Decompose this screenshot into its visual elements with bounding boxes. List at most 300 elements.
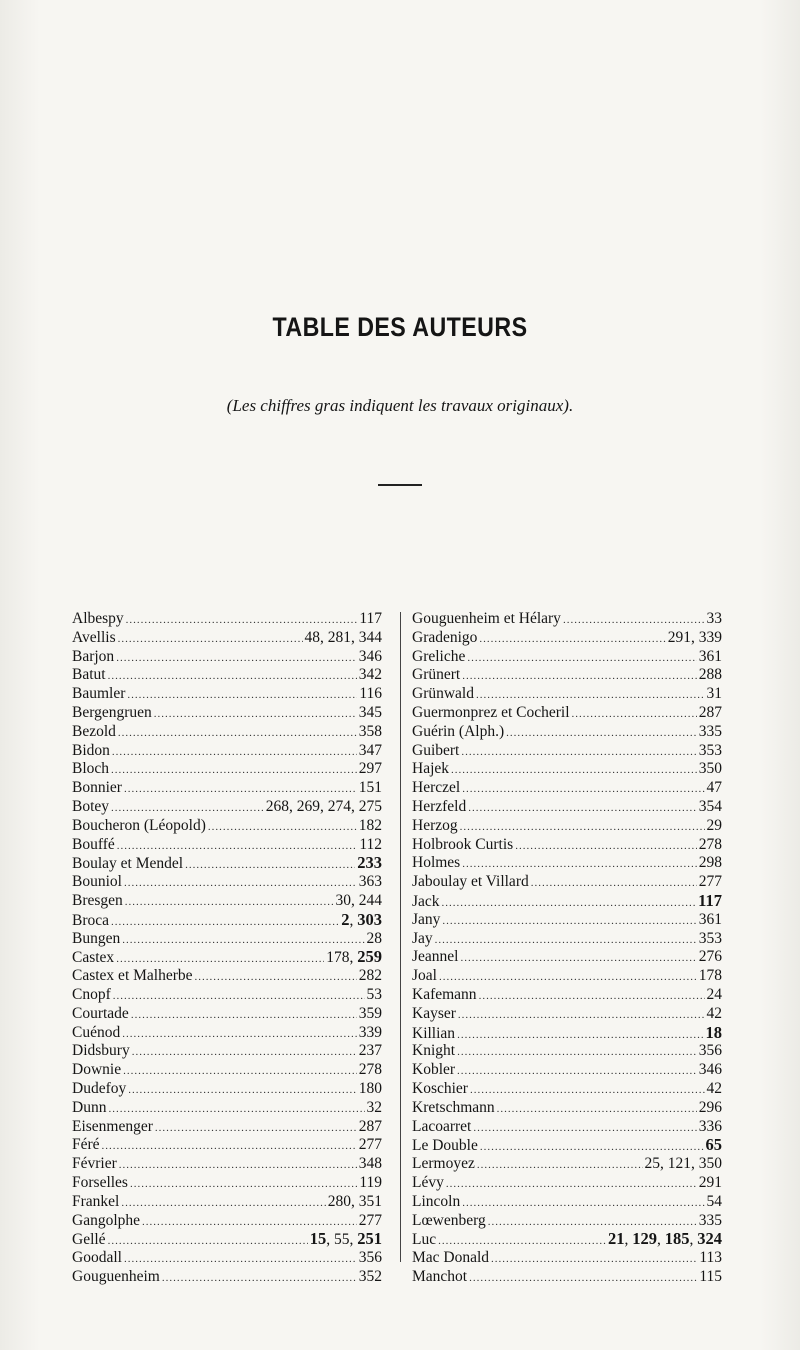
page-number: 42 xyxy=(706,1004,722,1022)
dot-leader xyxy=(123,1062,357,1080)
page-numbers xyxy=(699,1249,722,1268)
index-entry xyxy=(412,723,722,742)
dot-leader xyxy=(126,611,358,629)
page-numbers xyxy=(699,648,722,667)
index-entry xyxy=(72,911,382,930)
page-numbers xyxy=(699,1099,722,1118)
page-numbers xyxy=(359,1061,382,1080)
index-entry xyxy=(412,798,722,817)
dot-leader xyxy=(480,1138,704,1155)
page-numbers: 15, 55, 251 xyxy=(309,1230,382,1249)
author-name: Dudefoy xyxy=(72,1079,127,1097)
page-numbers xyxy=(699,1212,722,1231)
page-numbers xyxy=(699,1118,722,1137)
index-entry xyxy=(72,986,382,1005)
page-number-original: 324 xyxy=(697,1230,722,1249)
dot-leader xyxy=(461,743,696,761)
page-number-original: 233 xyxy=(357,854,382,873)
author-name: Guermonprez et Cocheril xyxy=(412,703,570,721)
dot-leader xyxy=(458,1006,705,1024)
index-entry xyxy=(412,629,722,648)
dot-leader xyxy=(132,1043,357,1061)
page-number: 350 xyxy=(698,1155,722,1173)
page-number: 358 xyxy=(358,722,382,740)
page-numbers xyxy=(359,742,382,761)
dot-leader xyxy=(479,630,665,648)
page-numbers xyxy=(699,1042,722,1061)
index-entry xyxy=(412,610,722,629)
author-name: Lœwenberg xyxy=(412,1211,486,1229)
author-name: Avellis xyxy=(72,628,116,646)
author-name: Gangolphe xyxy=(72,1211,141,1229)
page-number-original: 251 xyxy=(357,1230,382,1249)
dot-leader xyxy=(118,724,357,742)
page-numbers xyxy=(698,892,722,911)
index-entry xyxy=(72,629,382,648)
page-numbers xyxy=(699,930,722,949)
author-name: Lermoyez xyxy=(412,1155,475,1173)
page-numbers: 48, 281, 344 xyxy=(304,628,382,646)
author-name: Bungen xyxy=(72,929,121,947)
dot-leader xyxy=(122,1025,357,1043)
page-numbers xyxy=(699,760,722,779)
author-name: Lévy xyxy=(412,1173,444,1191)
author-name: Lincoln xyxy=(412,1192,461,1210)
author-name: Grünwald xyxy=(412,685,474,703)
author-name: Gouguenheim xyxy=(72,1267,160,1285)
author-name: Jeannel xyxy=(412,948,459,966)
dot-leader xyxy=(479,987,705,1005)
index-entry xyxy=(72,742,382,761)
page-numbers xyxy=(367,1099,383,1118)
author-name: Hajek xyxy=(412,760,450,778)
page-number: 42 xyxy=(706,1079,722,1097)
page-number: 346 xyxy=(698,1061,722,1079)
author-name: Bouffé xyxy=(72,835,115,853)
dot-leader xyxy=(116,950,324,967)
page-number: 116 xyxy=(359,685,382,703)
page-number-original: 129 xyxy=(632,1230,657,1249)
page-number: 151 xyxy=(358,779,382,797)
index-entry xyxy=(412,1268,722,1287)
page-number: 117 xyxy=(359,610,382,627)
index-entry xyxy=(72,1193,382,1212)
page-numbers xyxy=(699,1268,722,1287)
page-number: 25 xyxy=(644,1155,660,1173)
page-numbers xyxy=(699,836,722,855)
page-number: 356 xyxy=(698,1042,722,1060)
author-name: Courtade xyxy=(72,1004,129,1022)
index-entry xyxy=(412,779,722,798)
dot-leader xyxy=(124,780,357,798)
dot-leader xyxy=(130,1175,357,1193)
index-entry xyxy=(72,760,382,779)
page-numbers xyxy=(359,1268,382,1287)
page-number: 339 xyxy=(698,628,722,646)
index-entry xyxy=(72,836,382,855)
author-name: Mac Donald xyxy=(412,1249,490,1267)
page-number: 112 xyxy=(359,835,382,853)
author-name: Kobler xyxy=(412,1061,456,1079)
dot-leader xyxy=(451,761,697,779)
page-number: 342 xyxy=(358,666,382,684)
dot-leader xyxy=(119,1156,357,1174)
page-number: 351 xyxy=(358,1192,382,1210)
index-entry xyxy=(72,948,382,967)
index-entry xyxy=(412,1061,722,1080)
page-number-original: 21 xyxy=(608,1230,625,1249)
page-numbers: 178, 259 xyxy=(326,948,382,967)
page-numbers xyxy=(699,798,722,817)
page-number-original: 117 xyxy=(698,891,722,910)
index-entry xyxy=(412,1024,722,1043)
page-number: 335 xyxy=(698,722,722,740)
author-name: Bezold xyxy=(72,722,116,740)
page-number: 361 xyxy=(698,647,722,665)
page-numbers xyxy=(359,873,382,892)
page-number: 121 xyxy=(667,1155,691,1173)
page-number: 291 xyxy=(667,628,691,646)
index-column-left xyxy=(72,610,382,1287)
page-numbers xyxy=(359,1212,382,1231)
page-number: 278 xyxy=(358,1061,382,1079)
index-entry xyxy=(72,1042,382,1061)
index-entry xyxy=(412,892,722,911)
page-number-original: 2 xyxy=(341,910,350,929)
index-entry xyxy=(412,1118,722,1137)
page-numbers xyxy=(359,967,382,986)
index-entry xyxy=(412,1193,722,1212)
page-numbers xyxy=(699,742,722,761)
author-name: Bouniol xyxy=(72,873,122,891)
author-name: Kayser xyxy=(412,1004,456,1022)
page-number: 345 xyxy=(358,703,382,721)
index-entry xyxy=(412,873,722,892)
dot-leader xyxy=(491,1250,697,1268)
index-entry xyxy=(72,817,382,836)
page-numbers xyxy=(699,1061,722,1080)
index-entry xyxy=(72,1080,382,1099)
author-name: Cnopf xyxy=(72,985,111,1003)
index-entry xyxy=(72,666,382,685)
page-number: 274 xyxy=(327,797,351,815)
page-number: 275 xyxy=(358,797,382,815)
index-entry xyxy=(72,1155,382,1174)
page-number: 237 xyxy=(358,1042,382,1060)
page-number: 47 xyxy=(706,779,722,797)
page-numbers xyxy=(706,1024,723,1043)
dot-leader xyxy=(572,705,697,723)
author-name: Downie xyxy=(72,1061,122,1079)
author-name: Gellé xyxy=(72,1231,106,1249)
author-name: Herczel xyxy=(412,779,461,797)
dot-leader xyxy=(469,1269,697,1287)
author-name: Goodall xyxy=(72,1249,122,1267)
author-name: Jay xyxy=(412,929,433,947)
page-number: 113 xyxy=(699,1249,722,1267)
dot-leader xyxy=(470,1081,705,1099)
index-entry xyxy=(412,1099,722,1118)
page-numbers xyxy=(699,967,722,986)
page-subtitle: (Les chiffres gras indiquent les travaux originaux). xyxy=(226,396,574,415)
dot-leader xyxy=(506,724,697,742)
author-name: Forselles xyxy=(72,1173,128,1191)
author-name: Grünert xyxy=(412,666,461,684)
page-numbers xyxy=(367,930,383,949)
page-numbers xyxy=(359,666,382,685)
page-number: 29 xyxy=(706,816,722,834)
page-number-original: 18 xyxy=(705,1023,722,1042)
page-numbers: 268, 269, 274, 275 xyxy=(265,797,382,815)
dot-leader xyxy=(488,1213,697,1231)
dot-leader xyxy=(457,1062,697,1080)
page-number: 288 xyxy=(698,666,722,684)
index-entry xyxy=(412,1230,722,1249)
page-number: 269 xyxy=(296,797,320,815)
author-name: Botey xyxy=(72,797,110,815)
index-entry xyxy=(72,704,382,723)
dot-leader xyxy=(117,837,358,855)
page-numbers xyxy=(359,685,382,704)
page-number-original: 303 xyxy=(357,910,382,929)
page-number: 361 xyxy=(698,910,722,928)
author-name: Holbrook Curtis xyxy=(412,835,514,853)
page-numbers xyxy=(699,704,722,723)
dot-leader xyxy=(108,667,357,685)
page-numbers xyxy=(699,723,722,742)
page-number: 119 xyxy=(359,1173,382,1191)
author-name: Boulay et Mendel xyxy=(72,855,184,873)
page-number: 339 xyxy=(358,1023,382,1041)
page-number: 297 xyxy=(358,760,382,778)
dot-leader xyxy=(108,1232,308,1249)
page-numbers: 30, 244 xyxy=(335,891,382,909)
page-number: 280 xyxy=(327,1192,351,1210)
dot-leader xyxy=(462,667,697,685)
page-numbers xyxy=(359,1155,382,1174)
index-entry xyxy=(412,1136,722,1155)
page-number: 352 xyxy=(358,1267,382,1285)
index-entry xyxy=(412,685,722,704)
index-entry xyxy=(72,1099,382,1118)
author-name: Koschier xyxy=(412,1079,468,1097)
author-name: Herzfeld xyxy=(412,797,467,815)
dot-leader xyxy=(128,1081,357,1099)
page-numbers xyxy=(699,911,722,930)
page-numbers xyxy=(699,948,722,967)
author-name: Gradenigo xyxy=(412,628,478,646)
author-name: Albespy xyxy=(72,610,124,627)
index-entry xyxy=(72,798,382,817)
index-entry xyxy=(412,817,722,836)
index-entry xyxy=(412,836,722,855)
page-numbers xyxy=(707,1193,723,1212)
dot-leader xyxy=(108,1100,364,1118)
page-number-original: 185 xyxy=(664,1230,690,1249)
page-numbers xyxy=(707,817,723,836)
page-numbers: 21, 129, 185, 324 xyxy=(608,1230,722,1249)
index-entry xyxy=(412,1155,722,1174)
page-number: 268 xyxy=(265,797,289,815)
dot-leader xyxy=(162,1269,357,1287)
index-entry xyxy=(412,1249,722,1268)
author-name: Jany xyxy=(412,910,441,928)
author-name: Jaboulay et Villard xyxy=(412,873,529,891)
author-name: Kretschmann xyxy=(412,1098,495,1116)
author-name: Herzog xyxy=(412,816,458,834)
dot-leader xyxy=(112,743,357,761)
page-number: 178 xyxy=(698,967,722,985)
page-number-original: 65 xyxy=(705,1136,722,1155)
author-name: Bergengruen xyxy=(72,703,152,721)
index-entry xyxy=(72,1212,382,1231)
page-number: 347 xyxy=(358,741,382,759)
page-numbers xyxy=(359,817,382,836)
dot-leader xyxy=(121,1194,325,1212)
dot-leader xyxy=(460,949,696,967)
author-name: Greliche xyxy=(412,647,466,665)
page-number: 335 xyxy=(698,1211,722,1229)
page-numbers xyxy=(359,1080,382,1099)
page-number: 276 xyxy=(698,948,722,966)
index-entry xyxy=(72,1005,382,1024)
author-name: Holmes xyxy=(412,854,461,872)
page-number-original: 259 xyxy=(357,948,382,967)
index-entry xyxy=(72,1230,382,1249)
index-entry xyxy=(72,1136,382,1155)
author-name: Dunn xyxy=(72,1098,107,1116)
index-entry xyxy=(72,892,382,911)
page-numbers xyxy=(359,610,382,629)
page-numbers xyxy=(699,666,722,685)
dot-leader xyxy=(515,837,697,855)
dot-leader xyxy=(462,1194,704,1212)
column-divider xyxy=(400,612,401,1262)
page-numbers xyxy=(357,854,382,873)
author-name: Joal xyxy=(412,967,437,985)
index-entry xyxy=(72,610,382,629)
page-numbers xyxy=(359,1249,382,1268)
author-name: Guibert xyxy=(412,741,460,759)
author-name: Bidon xyxy=(72,741,110,759)
page-numbers xyxy=(359,704,382,723)
author-name: Knight xyxy=(412,1042,456,1060)
dot-leader xyxy=(113,987,365,1005)
author-name: Février xyxy=(72,1155,117,1173)
dot-leader xyxy=(195,968,357,986)
page-numbers xyxy=(707,779,723,798)
dot-leader xyxy=(118,630,303,648)
dot-leader xyxy=(460,818,705,836)
dot-leader xyxy=(476,686,705,704)
author-name: Guérin (Alph.) xyxy=(412,722,505,740)
page-number: 31 xyxy=(706,685,722,703)
page-number: 28 xyxy=(366,929,382,947)
page-number: 344 xyxy=(358,628,382,646)
page-number-original: 15 xyxy=(309,1230,327,1249)
author-name: Boucheron (Léopold) xyxy=(72,816,206,834)
index-entry xyxy=(412,648,722,667)
dot-leader xyxy=(462,780,704,798)
author-name: Manchot xyxy=(412,1267,468,1285)
page-number: 30 xyxy=(335,891,351,909)
index-entry xyxy=(72,854,382,873)
dot-leader xyxy=(155,1119,357,1137)
page-number: 298 xyxy=(698,854,722,872)
page-numbers xyxy=(359,1174,382,1193)
dot-leader xyxy=(127,686,357,704)
dot-leader xyxy=(125,893,334,911)
page-number: 353 xyxy=(698,929,722,947)
dot-leader xyxy=(477,1156,643,1174)
page-numbers xyxy=(359,779,382,798)
page-number: 48 xyxy=(304,628,320,646)
page-numbers xyxy=(699,1174,722,1193)
page-numbers xyxy=(359,836,382,855)
page-numbers xyxy=(359,1024,382,1043)
dot-leader xyxy=(462,855,697,873)
page-numbers xyxy=(359,1118,382,1137)
author-name: Broca xyxy=(72,911,110,929)
author-name: Lacoarret xyxy=(412,1117,472,1135)
dot-leader xyxy=(446,1175,697,1193)
page-number: 277 xyxy=(358,1136,382,1154)
index-entry xyxy=(412,854,722,873)
index-entry xyxy=(412,986,722,1005)
page-number: 336 xyxy=(698,1117,722,1135)
page-number: 346 xyxy=(358,647,382,665)
index-entry xyxy=(412,742,722,761)
dot-leader xyxy=(438,1232,606,1249)
author-name: Castex xyxy=(72,949,115,967)
page-title: TABLE DES AUTEURS xyxy=(272,312,528,342)
author-name: Luc xyxy=(412,1231,437,1249)
page-number: 244 xyxy=(358,891,382,909)
page-numbers xyxy=(367,986,383,1005)
page-numbers xyxy=(707,986,723,1005)
index-entry xyxy=(412,666,722,685)
dot-leader xyxy=(185,856,355,873)
dot-leader xyxy=(116,649,357,667)
dot-leader xyxy=(142,1213,357,1231)
page-numbers xyxy=(359,648,382,667)
index-entry xyxy=(72,1061,382,1080)
dot-leader xyxy=(531,874,697,892)
index-entry xyxy=(412,704,722,723)
dot-leader xyxy=(442,912,696,930)
index-entry xyxy=(412,1005,722,1024)
index-entry xyxy=(72,1174,382,1193)
index-entry xyxy=(412,1042,722,1061)
dot-leader xyxy=(467,649,696,667)
author-name: Bloch xyxy=(72,760,110,778)
index-entry xyxy=(72,1024,382,1043)
index-entry xyxy=(72,873,382,892)
page-numbers xyxy=(359,1042,382,1061)
index-entry xyxy=(72,930,382,949)
page-number: 24 xyxy=(706,985,722,1003)
author-name: Bresgen xyxy=(72,891,123,909)
dot-leader xyxy=(497,1100,697,1118)
dot-leader xyxy=(473,1119,696,1137)
page-number: 32 xyxy=(366,1098,382,1116)
dot-leader xyxy=(435,931,697,949)
page-number: 180 xyxy=(358,1079,382,1097)
index-entry xyxy=(412,911,722,930)
page-numbers: 25, 121, 350 xyxy=(644,1155,722,1173)
dot-leader xyxy=(111,761,357,779)
page-number: 115 xyxy=(699,1267,722,1285)
